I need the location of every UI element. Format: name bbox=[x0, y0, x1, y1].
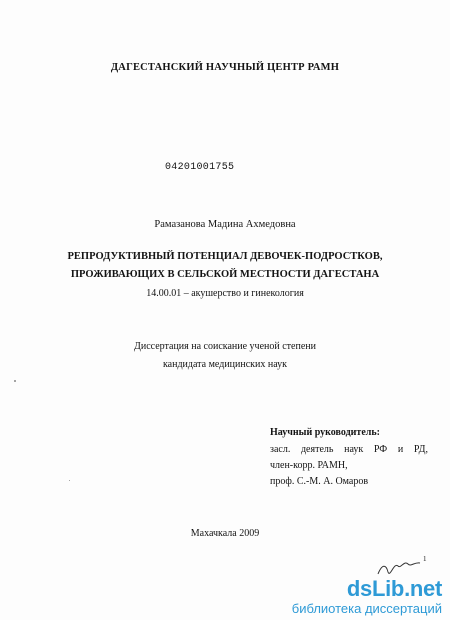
supervisor-title: засл. деятель наук РФ и РД, bbox=[270, 444, 428, 455]
title-line-2: ПРОЖИВАЮЩИХ В СЕЛЬСКОЙ МЕСТНОСТИ ДАГЕСТАНА bbox=[70, 269, 380, 280]
supervisor-name: проф. С.-М. А. Омаров bbox=[270, 476, 369, 487]
author-name: Рамазанова Мадина Ахмедовна bbox=[154, 219, 296, 230]
page-number: 1 bbox=[423, 555, 427, 563]
supervisor-membership: член-корр. РАМН, bbox=[270, 460, 348, 471]
supervisor-block bbox=[270, 427, 440, 492]
city-year: Махачкала 2009 bbox=[190, 528, 260, 539]
specialty-code: 14.00.01 – акушерство и гинекология bbox=[146, 288, 304, 299]
academic-degree: кандидата медицинских наук bbox=[162, 359, 288, 370]
institution-header: ДАГЕСТАНСКИЙ НАУЧНЫЙ ЦЕНТР РАМН bbox=[110, 62, 340, 73]
document-code: 04201001755 bbox=[165, 162, 235, 173]
scan-speck bbox=[14, 380, 16, 382]
watermark bbox=[292, 578, 442, 617]
watermark-logo: dsLib.net bbox=[346, 576, 442, 601]
supervisor-heading: Научный руководитель: bbox=[270, 427, 380, 438]
watermark-subtitle: библиотека диссертаций bbox=[291, 601, 442, 616]
scan-speck bbox=[69, 480, 70, 481]
title-line-1: РЕПРОДУКТИВНЫЙ ПОТЕНЦИАЛ ДЕВОЧЕК-ПОДРОСТКОВ, bbox=[67, 251, 383, 262]
dissertation-type: Диссертация на соискание ученой степени bbox=[134, 341, 316, 352]
